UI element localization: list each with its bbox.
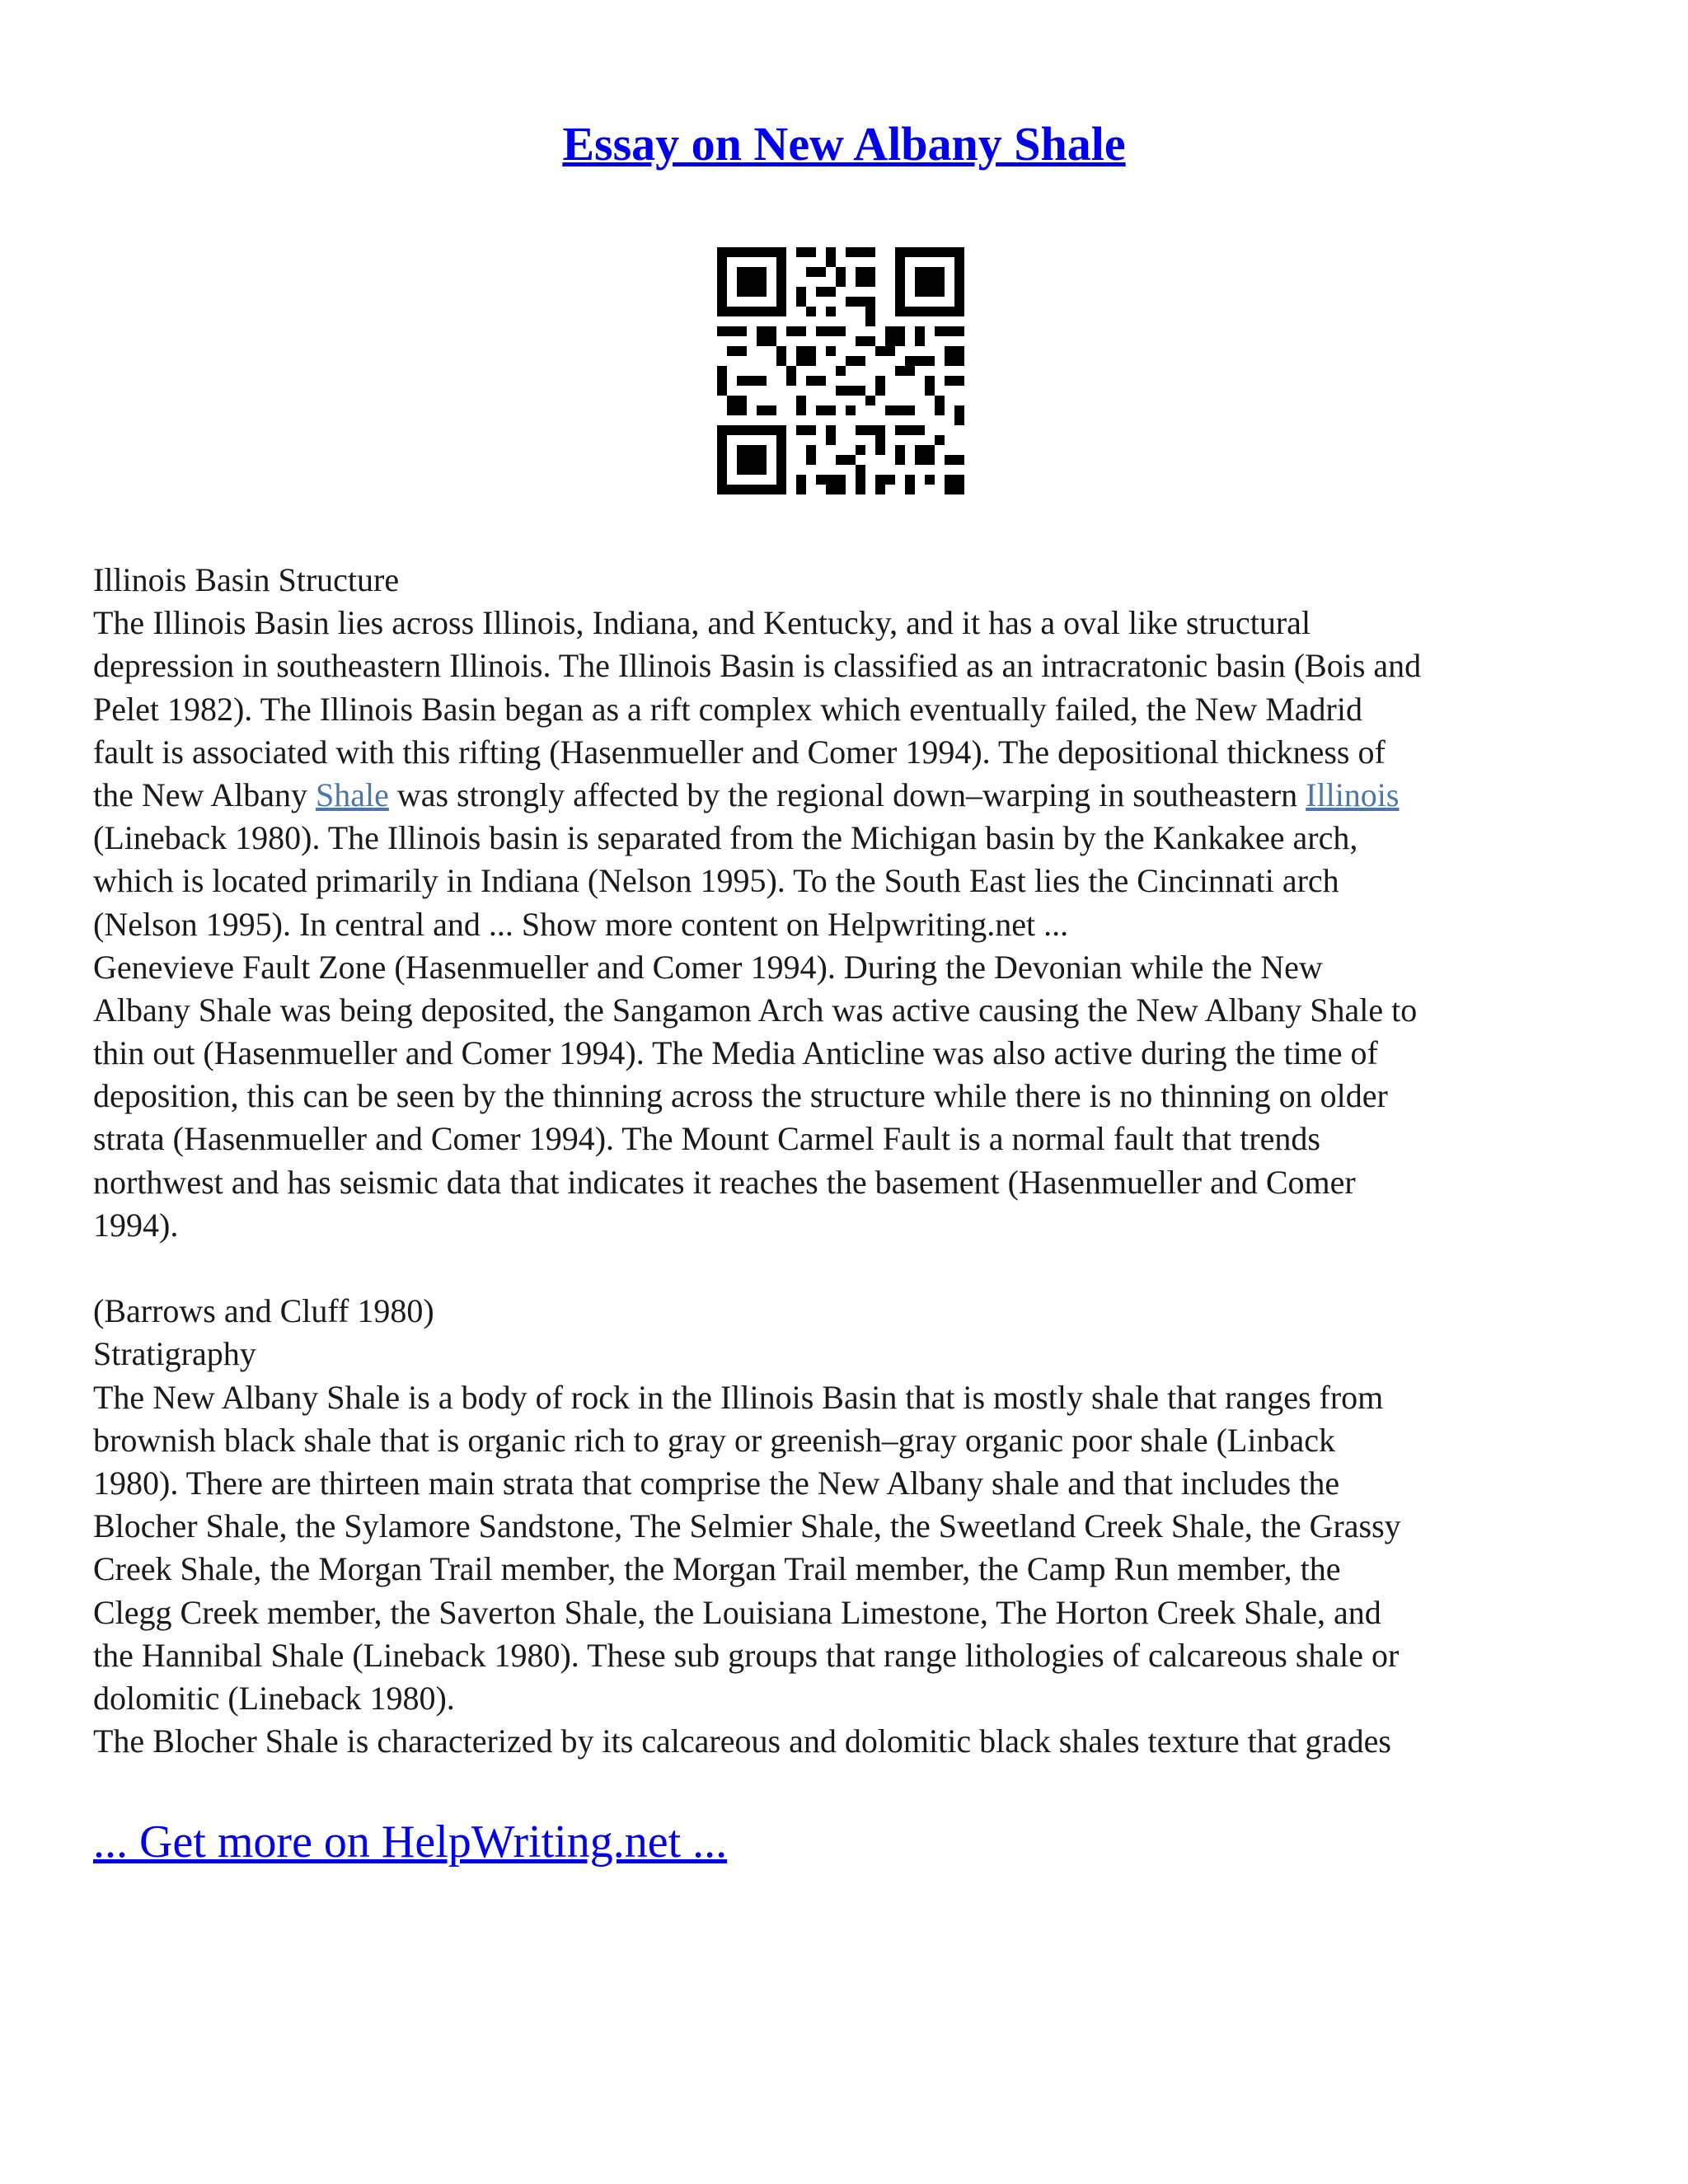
shale-link[interactable]: Shale xyxy=(315,776,389,813)
paragraph-line: The Illinois Basin lies across Illinois, Indiana, and Kentucky, and it has a oval like structural xyxy=(93,604,1311,642)
paragraph-line: (Lineback 1980). The Illinois basin is separated from the Michigan basin by the Kankakee arch, xyxy=(93,819,1358,857)
paragraph-line: the Hannibal Shale (Lineback 1980). These sub groups that range lithologies of calcareous shale or xyxy=(93,1636,1400,1674)
paragraph-line: depression in southeastern Illinois. The Illinois Basin is classified as an intracratonic basin (Bois and xyxy=(93,647,1422,685)
section-heading-basin-structure: Illinois Basin Structure xyxy=(93,561,400,598)
paragraph-line: brownish black shale that is organic rich to gray or greenish–gray organic poor shale (Linback xyxy=(93,1421,1335,1459)
paragraph-line: Pelet 1982). The Illinois Basin began as a rift complex which eventually failed, the New Madrid xyxy=(93,690,1362,728)
essay-body xyxy=(93,559,1610,1763)
illinois-link[interactable]: Illinois xyxy=(1306,776,1400,813)
paragraph-text: the New Albany xyxy=(93,776,316,813)
essay-title-link[interactable]: Essay on New Albany Shale xyxy=(562,117,1126,171)
get-more-link[interactable]: ... Get more on HelpWriting.net ... xyxy=(93,1816,728,1868)
qr-code-icon xyxy=(717,247,964,494)
paragraph-line: strata (Hasenmueller and Comer 1994). The Mount Carmel Fault is a normal fault that trends xyxy=(93,1120,1320,1158)
paragraph-line: northwest and has seismic data that indicates it reaches the basement (Hasenmueller and Comer xyxy=(93,1163,1356,1201)
paragraph-line: The New Albany Shale is a body of rock in the Illinois Basin that is mostly shale that ranges from xyxy=(93,1378,1384,1416)
paragraph-line: Genevieve Fault Zone (Hasenmueller and Comer 1994). During the Devonian while the New xyxy=(93,948,1323,986)
paragraph-line: Blocher Shale, the Sylamore Sandstone, The Selmier Shale, the Sweetland Creek Shale, the Grassy xyxy=(93,1507,1401,1545)
paragraph-text: was strongly affected by the regional down–warping in southeastern xyxy=(388,776,1306,813)
paragraph-line: deposition, this can be seen by the thinning across the structure while there is no thinning on older xyxy=(93,1077,1388,1115)
paragraph-line: dolomitic (Lineback 1980). xyxy=(93,1679,455,1717)
paragraph-line: thin out (Hasenmueller and Comer 1994). The Media Anticline was also active during the time of xyxy=(93,1034,1378,1072)
paragraph-line: fault is associated with this rifting (Hasenmueller and Comer 1994). The depositional thickness of xyxy=(93,733,1386,771)
section-heading-stratigraphy: Stratigraphy xyxy=(93,1335,256,1373)
paragraph-line: Creek Shale, the Morgan Trail member, the Morgan Trail member, the Camp Run member, the xyxy=(93,1550,1341,1588)
paragraph-line: Albany Shale was being deposited, the Sangamon Arch was active causing the New Albany Shale to xyxy=(93,991,1418,1029)
paragraph-line: 1994). xyxy=(93,1206,179,1244)
paragraph-line: 1980). There are thirteen main strata that comprise the New Albany shale and that includes the xyxy=(93,1464,1340,1502)
figure-citation: (Barrows and Cluff 1980) xyxy=(93,1292,434,1330)
paragraph-line: which is located primarily in Indiana (Nelson 1995). To the South East lies the Cincinnati arch xyxy=(93,862,1339,900)
paragraph-line: (Nelson 1995). In central and ... Show more content on Helpwriting.net ... xyxy=(93,905,1069,943)
blank-line xyxy=(93,1247,1610,1290)
paragraph-line: The Blocher Shale is characterized by its calcareous and dolomitic black shales texture that grades xyxy=(93,1722,1391,1760)
paragraph-line: Clegg Creek member, the Saverton Shale, the Louisiana Limestone, The Horton Creek Shale, and xyxy=(93,1593,1381,1631)
paragraph-line-with-links xyxy=(93,774,1610,817)
